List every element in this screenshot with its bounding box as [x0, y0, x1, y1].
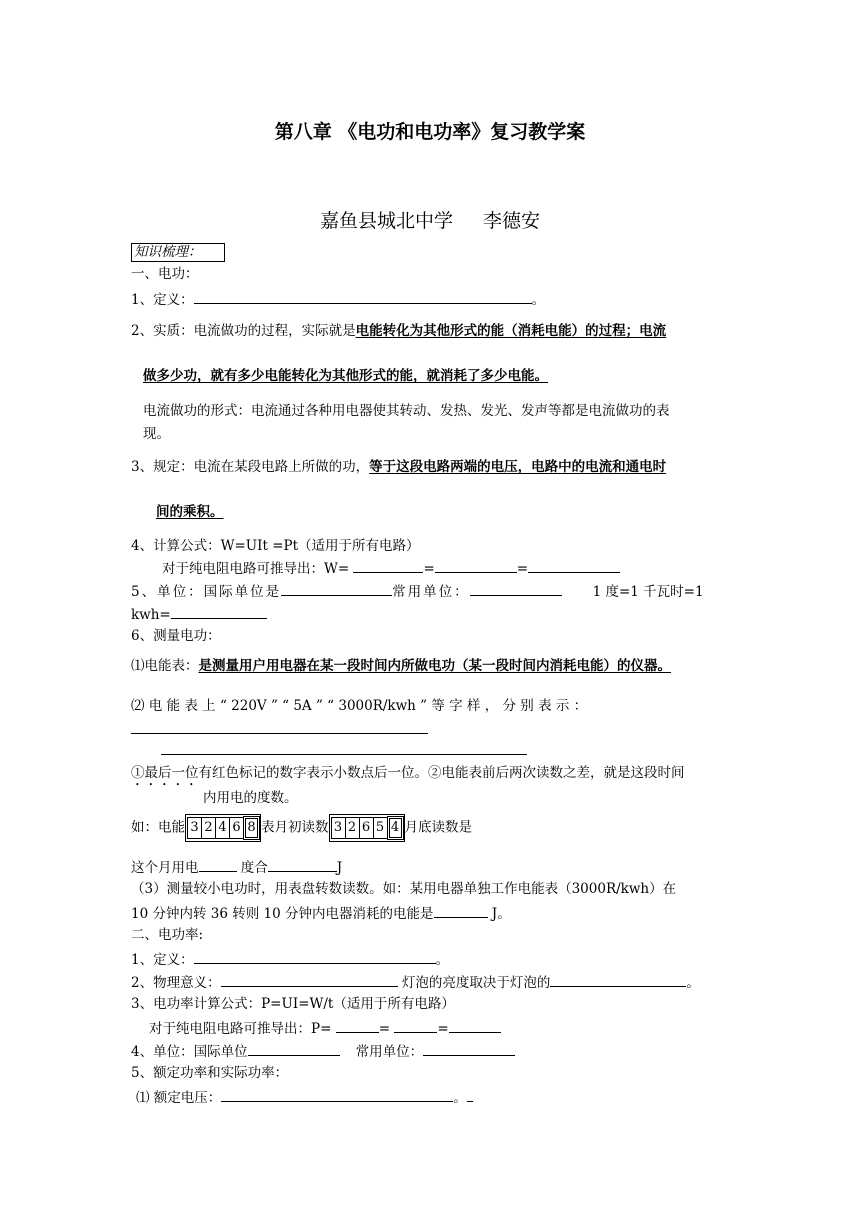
blank[interactable]: [423, 1041, 515, 1056]
s1-kwh: kwh=: [131, 604, 267, 624]
s2-unit: 4、单位：国际单位 常用单位：: [131, 1041, 515, 1061]
blank[interactable]: [248, 1041, 340, 1056]
blank[interactable]: [221, 972, 398, 987]
s2-meaning: 2、物理意义： 灯泡的亮度取决于灯泡的 。: [131, 972, 700, 992]
s2-rated-voltage: ⑴ 额定电压： 。: [136, 1087, 473, 1107]
author-line: [0, 206, 860, 233]
s1-definition: 1、定义： 。: [131, 289, 545, 309]
blank[interactable]: [449, 1018, 501, 1033]
s1-rule-line1: 3、规定：电流在某段电路上所做的功，等于这段电路两端的电压，电路中的电流和通电时: [131, 459, 667, 475]
s1-essence-line2: 做多少功，就有多少电能转化为其他形式的能，就消耗了多少电能。: [143, 368, 548, 384]
blank[interactable]: [194, 949, 436, 964]
blank[interactable]: [470, 581, 562, 596]
s1-heading: 一、电功：: [131, 266, 199, 282]
section-label-box: 知识梳理：: [131, 243, 225, 262]
s1-pure-resistor: 对于纯电阻电路可推导出：W= = =: [162, 558, 620, 578]
s1-note-line1: ①最后一位有红色标记的数字表示小数点后一位。②电能表前后两次读数之差，就是这段时间: [131, 765, 685, 781]
blank[interactable]: [281, 581, 392, 596]
page-title: 第八章 《电功和电功率》复习教学案: [274, 121, 586, 143]
blank[interactable]: [171, 604, 267, 619]
s2-formula: 3、电功率计算公式：P=UI=W/t（适用于所有电路）: [131, 996, 455, 1012]
s1-measure: 6、测量电功：: [131, 628, 221, 644]
s2-rated: 5、额定功率和实际功率：: [131, 1065, 289, 1081]
s1-formula: 4、计算公式：W=UIt =Pt（适用于所有电路）: [131, 538, 420, 554]
blank[interactable]: [353, 558, 423, 573]
blank[interactable]: [221, 1087, 453, 1102]
s1-small-work-line2: 10 分钟内转 36 转则 10 分钟内电器消耗的电能是 J。: [131, 903, 511, 923]
meter-end-reading: 3 2 6 5 4: [329, 814, 405, 842]
s1-meter-def: ⑴电能表：是测量用户用电器在某一段时间内所做电功（某一段时间内消耗电能）的仪器。: [131, 658, 671, 674]
s1-meter-labels: ⑵ 电 能 表 上 “ 220V ” “ 5A ” “ 3000R/kwh ” 等 字 样 ， 分 别 表 示 ：: [131, 698, 588, 714]
s2-heading: 二、电功率:: [131, 927, 204, 943]
s1-small-work-line1: （3）测量较小电功时，用表盘转数读数。如：某用电器单独工作电能表（3000R/kwh）在: [131, 881, 677, 897]
answer-line[interactable]: [131, 733, 428, 734]
s1-forms-line1: 电流做功的形式：电流通过各种用电器使其转动、发热、发光、发声等都是电流做功的表: [143, 403, 670, 419]
s2-definition: 1、定义： 。: [131, 949, 449, 969]
s2-pure-resistor: 对于纯电阻电路可推导出：P= = =: [149, 1018, 501, 1038]
s1-forms-line2: 现。: [143, 426, 170, 442]
blank[interactable]: [550, 972, 686, 987]
s1-meter-example: 如：电能 3 2 4 6 8 表月初读数 3 2 6 5 4 月底读数是: [131, 814, 472, 842]
blank[interactable]: [268, 857, 337, 872]
blank[interactable]: [528, 558, 620, 573]
blank: [467, 1087, 473, 1102]
meter-start-reading: 3 2 4 6 8: [185, 814, 261, 842]
s1-unit: 5、单位：国际单位是 常用单位： 1 度=1 千瓦时=1: [131, 581, 704, 601]
blank[interactable]: [435, 558, 517, 573]
s1-month-usage: 这个月用电 度合 J: [131, 857, 342, 877]
s1-rule-line2: 间的乘积。: [156, 504, 224, 520]
author-name: 李德安: [483, 210, 541, 232]
school-name: 嘉鱼县城北中学: [319, 210, 453, 232]
blank[interactable]: [434, 903, 488, 918]
blank[interactable]: [199, 857, 237, 872]
s1-note-line2: 内用电的度数。: [203, 790, 298, 806]
s1-essence-line1: 2、实质：电流做功的过程，实际就是电能转化为其他形式的能（消耗电能）的过程；电流: [131, 323, 667, 339]
answer-line[interactable]: [161, 754, 527, 755]
blank[interactable]: [336, 1018, 379, 1033]
blank[interactable]: [194, 289, 532, 304]
blank[interactable]: [394, 1018, 437, 1033]
